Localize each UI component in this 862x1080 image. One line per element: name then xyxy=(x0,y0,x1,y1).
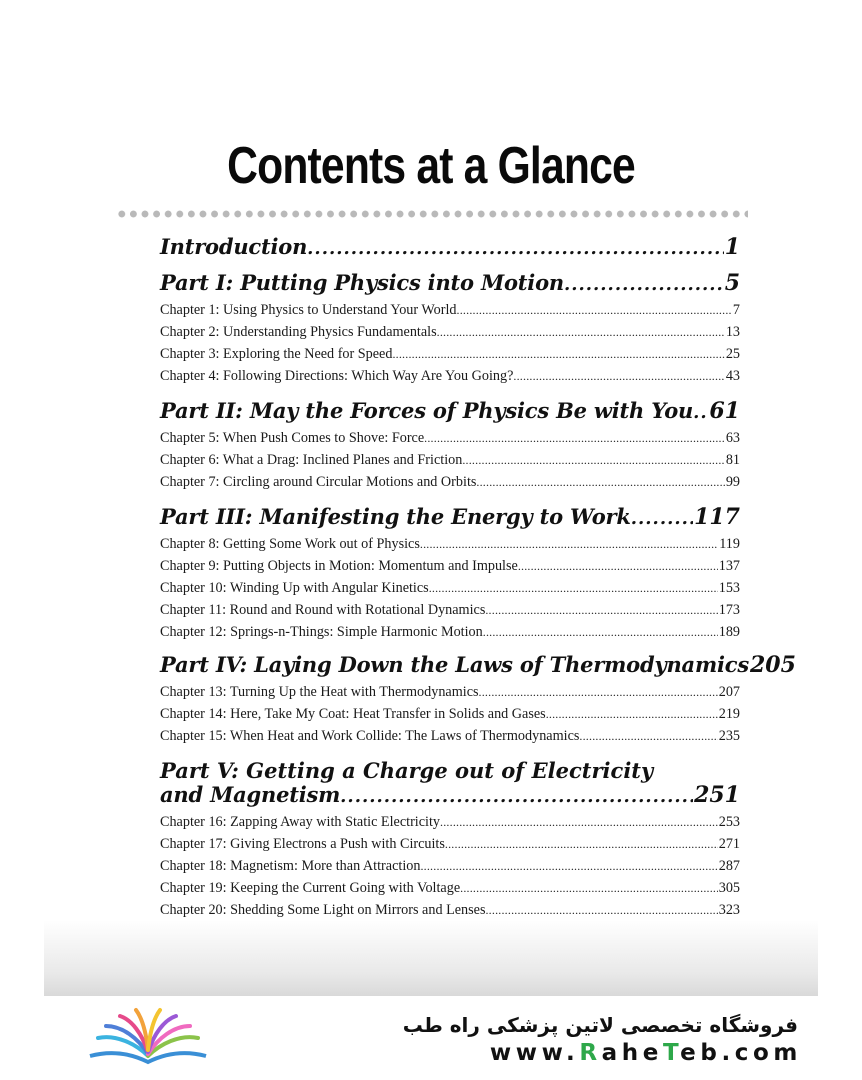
toc-part-label-line2: and Magnetism xyxy=(160,782,341,807)
toc-part-label: Part I: Putting Physics into Motion xyxy=(160,270,564,295)
toc-page-number: 1 xyxy=(724,234,740,260)
shop-name: فروشگاه تخصصی لاتین پزشکی راه طب xyxy=(402,1013,798,1037)
toc-chapter-label: Chapter 14: Here, Take My Coat: Heat Transfer in Solids and Gases xyxy=(160,706,546,722)
toc-chapter-8[interactable] xyxy=(160,536,740,556)
toc-chapter-9[interactable] xyxy=(160,558,740,578)
toc-chapter-label: Chapter 1: Using Physics to Understand Your World xyxy=(160,302,457,318)
dot-leader xyxy=(631,508,693,529)
toc-page-number: 173 xyxy=(718,602,740,618)
toc-part-5-line2[interactable] xyxy=(160,782,740,808)
dot-leader xyxy=(479,685,718,700)
url-letter: e xyxy=(642,1040,663,1066)
toc-page-number: 153 xyxy=(718,580,740,596)
dot-leader xyxy=(485,603,717,618)
toc-chapter-14[interactable] xyxy=(160,706,740,726)
toc-chapter-16[interactable] xyxy=(160,814,740,834)
toc-part-label: Part II: May the Forces of Physics Be with You xyxy=(160,398,694,423)
dot-leader xyxy=(460,881,718,896)
dot-leader xyxy=(518,559,718,574)
toc-chapter-label: Chapter 8: Getting Some Work out of Physics xyxy=(160,536,420,552)
toc-chapter-label: Chapter 20: Shedding Some Light on Mirrors and Lenses xyxy=(160,902,486,918)
toc-chapter-12[interactable] xyxy=(160,624,740,644)
toc-chapter-label: Chapter 19: Keeping the Current Going with Voltage xyxy=(160,880,461,896)
dot-leader xyxy=(579,729,717,744)
toc-introduction[interactable] xyxy=(160,234,740,260)
url-letter: h xyxy=(621,1040,643,1066)
toc-chapter-label: Chapter 5: When Push Comes to Shove: Force xyxy=(160,430,425,446)
dot-leader xyxy=(420,537,718,552)
url-letter: T xyxy=(662,1040,681,1066)
toc-page-number: 99 xyxy=(725,474,740,490)
toc-part-5[interactable] xyxy=(160,758,740,783)
toc-page-number: 81 xyxy=(725,452,740,468)
toc-page-number: 305 xyxy=(718,880,740,896)
toc-page-number: 7 xyxy=(732,302,740,318)
toc-part-4[interactable] xyxy=(160,652,796,678)
toc-chapter-label: Chapter 15: When Heat and Work Collide: The Laws of Thermodynamics xyxy=(160,728,580,744)
toc-chapter-5[interactable] xyxy=(160,430,740,450)
toc-chapter-4[interactable] xyxy=(160,368,740,388)
toc-chapter-15[interactable] xyxy=(160,728,740,748)
shop-url[interactable] xyxy=(490,1040,802,1066)
toc-page-number: 119 xyxy=(719,536,740,552)
toc-page-number: 219 xyxy=(718,706,740,722)
toc-chapter-13[interactable] xyxy=(160,684,740,704)
toc-part-1[interactable] xyxy=(160,270,740,296)
open-book-logo-icon xyxy=(86,1004,210,1068)
toc-chapter-label: Chapter 17: Giving Electrons a Push with Circuits xyxy=(160,836,445,852)
toc-chapter-label: Chapter 13: Turning Up the Heat with Thermodynamics xyxy=(160,684,479,700)
toc-page-number: 207 xyxy=(718,684,740,700)
toc-part-label-line1: Part V: Getting a Charge out of Electricity xyxy=(160,758,654,783)
toc-chapter-label: Chapter 16: Zapping Away with Static Electricity xyxy=(160,814,441,830)
toc-chapter-label: Chapter 6: What a Drag: Inclined Planes and Friction xyxy=(160,452,463,468)
toc-part-3[interactable] xyxy=(160,504,740,530)
dot-leader xyxy=(485,903,717,918)
toc-page-number: 43 xyxy=(725,368,740,384)
toc-page-number: 61 xyxy=(709,398,740,424)
toc-page-number: 287 xyxy=(718,858,740,874)
dot-leader xyxy=(546,707,718,722)
toc-part-label: Part IV: Laying Down the Laws of Thermodynamics xyxy=(160,652,749,677)
dot-leader xyxy=(340,786,693,807)
toc-chapter-1[interactable] xyxy=(160,302,740,322)
dot-leader xyxy=(307,238,724,259)
dot-leader xyxy=(424,431,725,446)
dot-leader xyxy=(445,837,718,852)
toc-chapter-18[interactable] xyxy=(160,858,740,878)
toc-page-number: 271 xyxy=(718,836,740,852)
toc-page-number: 323 xyxy=(718,902,740,918)
toc-part-label: Part III: Manifesting the Energy to Work xyxy=(160,504,631,529)
url-letter: R xyxy=(579,1040,602,1066)
dot-leader xyxy=(392,347,724,362)
toc-chapter-label: Chapter 18: Magnetism: More than Attraction xyxy=(160,858,421,874)
toc-page-number: 189 xyxy=(718,624,740,640)
url-prefix: www. xyxy=(489,1040,580,1066)
dot-leader xyxy=(440,815,718,830)
toc-page-number: 251 xyxy=(694,782,740,808)
dot-leader xyxy=(462,453,724,468)
toc-chapter-6[interactable] xyxy=(160,452,740,472)
url-letter: b xyxy=(700,1040,722,1066)
dotted-divider xyxy=(116,210,748,218)
toc-chapter-label: Chapter 11: Round and Round with Rotational Dynamics xyxy=(160,602,486,618)
toc-chapter-3[interactable] xyxy=(160,346,740,366)
toc-chapter-17[interactable] xyxy=(160,836,740,856)
toc-chapter-label: Chapter 9: Putting Objects in Motion: Momentum and Impulse xyxy=(160,558,518,574)
dot-leader xyxy=(693,402,708,423)
dot-leader xyxy=(483,625,718,640)
dot-leader xyxy=(564,274,724,295)
url-letter: a xyxy=(601,1040,622,1066)
dot-leader xyxy=(457,303,732,318)
dot-leader xyxy=(420,859,717,874)
dot-leader xyxy=(476,475,724,490)
toc-page-number: 253 xyxy=(718,814,740,830)
toc-chapter-20[interactable] xyxy=(160,902,740,922)
toc-chapter-label: Chapter 10: Winding Up with Angular Kinetics xyxy=(160,580,429,596)
toc-chapter-label: Chapter 12: Springs-n-Things: Simple Harmonic Motion xyxy=(160,624,483,640)
toc-chapter-7[interactable] xyxy=(160,474,740,494)
dot-leader xyxy=(513,369,724,384)
page-bottom-shadow xyxy=(44,920,818,996)
toc-part-2[interactable] xyxy=(160,398,740,424)
toc-page-number: 235 xyxy=(718,728,740,744)
url-suffix: .com xyxy=(721,1040,802,1066)
toc-chapter-label: Chapter 7: Circling around Circular Motions and Orbits xyxy=(160,474,477,490)
toc-page-number: 13 xyxy=(725,324,740,340)
url-letter: e xyxy=(680,1040,701,1066)
toc-chapter-label: Chapter 3: Exploring the Need for Speed xyxy=(160,346,393,362)
toc-page-number: 117 xyxy=(694,504,740,530)
toc-chapter-2[interactable] xyxy=(160,324,740,344)
page-title: Contents at a Glance xyxy=(227,137,635,195)
toc-page-number: 5 xyxy=(724,270,740,296)
toc-page-number: 25 xyxy=(725,346,740,362)
toc-page-number: 63 xyxy=(725,430,740,446)
toc-chapter-19[interactable] xyxy=(160,880,740,900)
toc-chapter-label: Chapter 2: Understanding Physics Fundamentals xyxy=(160,324,437,340)
toc-part-label: Introduction xyxy=(160,234,308,259)
dot-leader xyxy=(437,325,725,340)
dot-leader xyxy=(429,581,718,596)
toc-chapter-11[interactable] xyxy=(160,602,740,622)
toc-page-number: 205 xyxy=(749,652,796,678)
toc-page-number: 137 xyxy=(718,558,740,574)
toc-chapter-label: Chapter 4: Following Directions: Which Way Are You Going? xyxy=(160,368,514,384)
toc-chapter-10[interactable] xyxy=(160,580,740,600)
